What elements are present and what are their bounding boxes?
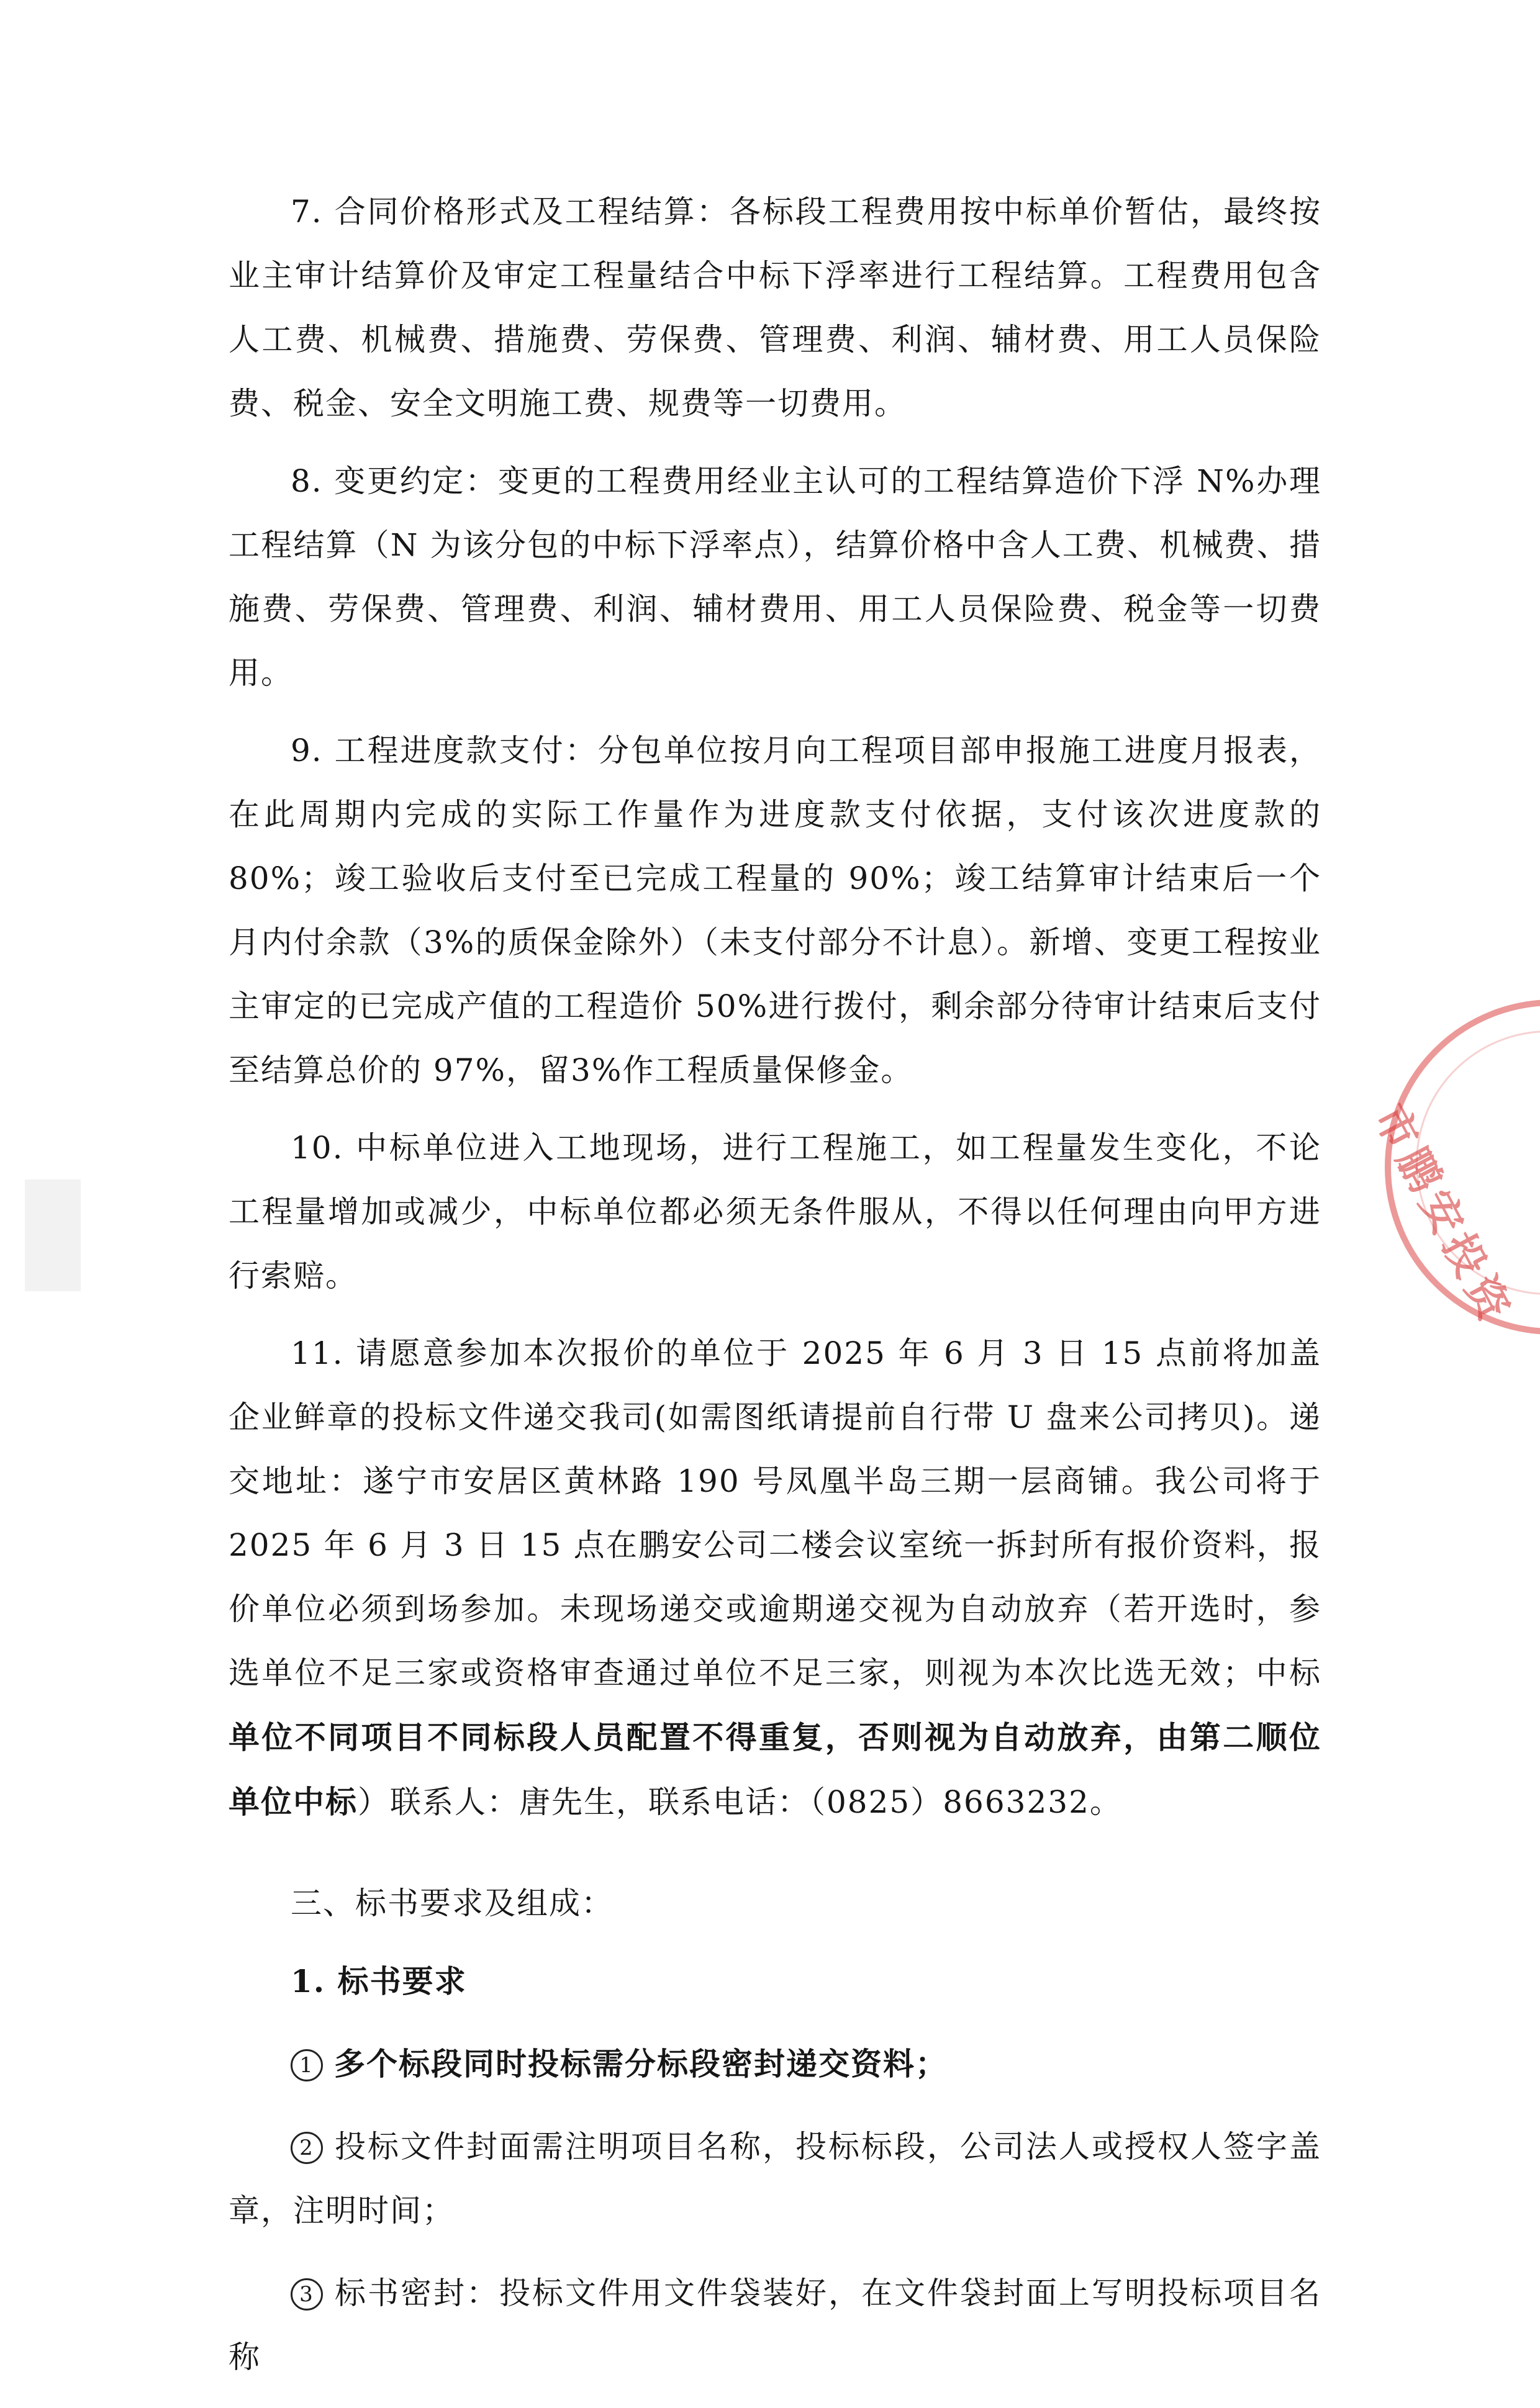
paragraph-11-bold-text: 单位不同项目不同标段人员配置不得重复，否则视为自动放弃，由第二顺位单位中标 [229,1719,1321,1820]
requirement-2 [229,2115,1321,2243]
paragraph-10: 10. 中标单位进入工地现场，进行工程施工，如工程量发生变化，不论工程量增加或减少，中标单位都必须无条件服从，不得以任何理由向甲方进行索赔。 [229,1130,1321,1294]
requirement-3 [229,2261,1321,2389]
paragraph-11-text: 11. 请愿意参加本次报价的单位于 2025 年 6 月 3 日 15 点前将加盖企业鲜章的投标文件递交我司(如需图纸请提前自行带 U 盘来公司拷贝)。递交地址：遂宁市安居区黄林路 190 号凤凰半岛三期一层商铺。我公司将于 2025 年 6 月 3 日 15 点在鹏安公司二楼会议室统一拆封所有报价资料，报价单位必须到场参加。未现场递交或逾期递交视为自动放弃（若开选时，参选单位不足三家或资格审查通过单位不足三家，则视为本次比选无效；中标 [229,1335,1321,1691]
paragraph-8: 8. 变更约定：变更的工程费用经业主认可的工程结算造价下浮 N%办理工程结算（N 为该分包的中标下浮率点），结算价格中含人工费、机械费、措施费、劳保费、管理费、利润、辅材费用、用工人员保险费、税金等一切费用。 [229,463,1321,691]
sub-heading: 1. 标书要求 [291,1963,467,2000]
requirement-2-text: 投标文件封面需注明项目名称，投标标段，公司法人或授权人签字盖章，注明时间； [229,2129,1321,2229]
paragraph-11 [229,1322,1321,1834]
requirement-1 [229,2032,1321,2096]
requirement-1-text: 多个标段同时投标需分标段密封递交资料； [334,2045,948,2082]
section-heading: 三、标书要求及组成： [291,1885,614,1921]
paragraph-7: 7. 合同价格形式及工程结算：各标段工程费用按中标单价暂估，最终按业主审计结算价及审定工程量结合中标下浮率进行工程结算。工程费用包含人工费、机械费、措施费、劳保费、管理费、利润、辅材费、用工人员保险费、税金、安全文明施工费、规费等一切费用。 [229,194,1321,422]
company-seal-stamp [1364,999,1540,1335]
circled-number-2-icon: 2 [291,2132,323,2164]
document-body [229,180,1321,2408]
paragraph-11-contact: ）联系人：唐先生，联系电话：（0825）8663232。 [358,1784,1122,1820]
circled-number-1-icon: 1 [291,2049,323,2081]
circled-number-3-icon: 3 [291,2278,323,2311]
scan-artifact [25,1179,81,1291]
requirement-3-text: 标书密封：投标文件用文件袋装好，在文件袋封面上写明投标项目名称 [229,2275,1321,2375]
seal-text: 市鹏安投资 [1364,1097,1521,1334]
paragraph-9: 9. 工程进度款支付：分包单位按月向工程项目部申报施工进度月报表，在此周期内完成的实际工作量作为进度款支付依据，支付该次进度款的 80%；竣工验收后支付至已完成工程量的 90%；竣工结算审计结束后一个月内付余款（3%的质保金除外）（未支付部分不计息）。新增、变更工程按业主审定的已完成产值的工程造价 50%进行拨付，剩余部分待审计结束后支付至结算总价的 97%，留3%作工程质量保修金。 [229,733,1321,1088]
